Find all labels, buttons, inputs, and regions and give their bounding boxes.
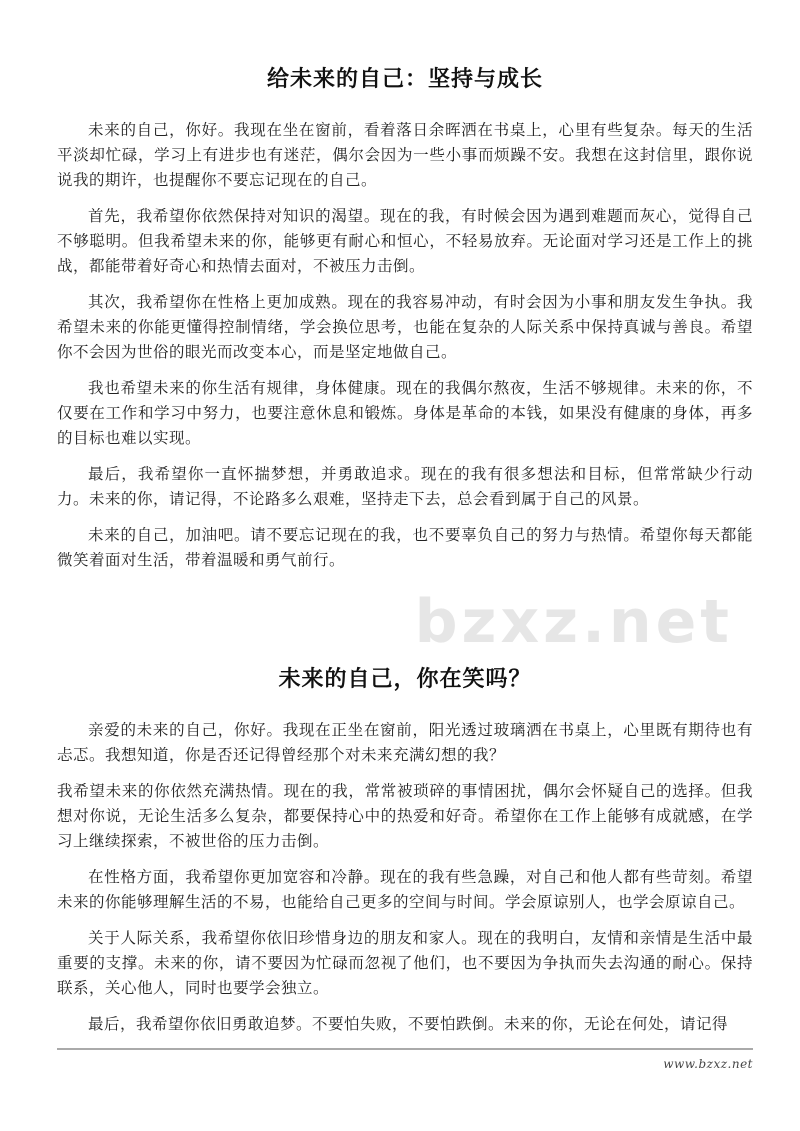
letter-1 xyxy=(57,62,753,573)
paragraph: 在性格方面，我希望你更加宽容和冷静。现在的我有些急躁，对自己和他人都有些苛刻。希望未来的你能够理解生活的不易，也能给自己更多的空间与时间。学会原谅别人，也学会原谅自己。 xyxy=(57,868,753,911)
footer-url: www.bzxz.net xyxy=(663,1057,753,1071)
paragraph: 未来的自己，加油吧。请不要忘记现在的我，也不要辜负自己的努力与热情。希望你每天都能微笑着面对生活，带着温暖和勇气前行。 xyxy=(57,526,753,569)
paragraph: 最后，我希望你依旧勇敢追梦。不要怕失败，不要怕跌倒。未来的你，无论在何处，请记得 xyxy=(88,1015,729,1033)
paragraph: 我希望未来的你依然充满热情。现在的我，常常被琐碎的事情困扰，偶尔会怀疑自己的选择。但我想对你说，无论生活多么复杂，都要保持心中的热爱和好奇。希望你在工作上能够有成就感，在学习上继续探索，不被世俗的压力击倒。 xyxy=(57,782,753,850)
letter-title: 给未来的自己：坚持与成长 xyxy=(266,66,543,92)
paragraph: 我也希望未来的你生活有规律，身体健康。现在的我偶尔熬夜，生活不够规律。未来的你，不仅要在工作和学习中努力，也要注意休息和锻炼。身体是革命的本钱，如果没有健康的身体，再多的目标也难以实现。 xyxy=(57,379,753,447)
paragraph: 首先，我希望你依然保持对知识的渴望。现在的我，有时候会因为遇到难题而灰心，觉得自己不够聪明。但我希望未来的你，能够更有耐心和恒心，不轻易放弃。无论面对学习还是工作上的挑战，都能带着好奇心和热情去面对，不被压力击倒。 xyxy=(57,207,753,275)
paragraph: 未来的自己，你好。我现在坐在窗前，看着落日余晖洒在书桌上，心里有些复杂。每天的生活平淡却忙碌，学习上有进步也有迷茫，偶尔会因为一些小事而烦躁不安。我想在这封信里，跟你说说我的期许，也提醒你不要忘记现在的自己。 xyxy=(57,121,753,189)
paragraph: 其次，我希望你在性格上更加成熟。现在的我容易冲动，有时会因为小事和朋友发生争执。我希望未来的你能更懂得控制情绪，学会换位思考，也能在复杂的人际关系中保持真诚与善良。希望你不会因为世俗的眼光而改变本心，而是坚定地做自己。 xyxy=(57,293,753,361)
letter-title: 未来的自己，你在笑吗？ xyxy=(278,666,532,692)
letter-2 xyxy=(57,662,753,1037)
letter-separator xyxy=(57,584,753,662)
paragraph: 亲爱的未来的自己，你好。我现在正坐在窗前，阳光透过玻璃洒在书桌上，心里既有期待也有忐忑。我想知道，你是否还记得曾经那个对未来充满幻想的我？ xyxy=(57,721,753,764)
paragraph: 关于人际关系，我希望你依旧珍惜身边的朋友和家人。现在的我明白，友情和亲情是生活中最重要的支撑。未来的你，请不要因为忙碌而忽视了他们，也不要因为争执而失去沟通的耐心。保持联系，关心他人，同时也要学会独立。 xyxy=(57,929,753,997)
watermark: bzxz.net xyxy=(414,587,733,657)
footer-divider xyxy=(57,1048,753,1050)
paragraph: 最后，我希望你一直怀揣梦想，并勇敢追求。现在的我有很多想法和目标，但常常缺少行动力。未来的你，请记得，不论路多么艰难，坚持走下去，总会看到属于自己的风景。 xyxy=(57,465,753,508)
